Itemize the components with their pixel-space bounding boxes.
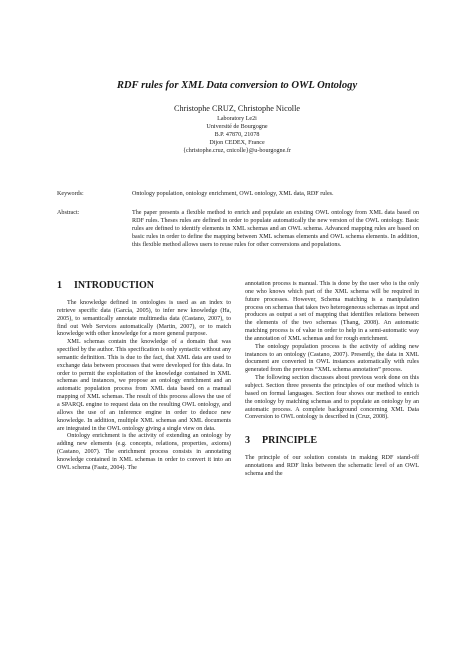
- affiliation-email: {christophe.cruz, cnicolle}@u-bourgogne.fr: [183, 147, 291, 154]
- section-number: 1: [57, 280, 62, 291]
- paper-title: RDF rules for XML Data conversion to OWL Ontology: [116, 80, 358, 91]
- paper-authors: Christophe CRUZ, Christophe Nicolle: [174, 104, 300, 113]
- affiliation-line: Laboratory Le2i: [217, 116, 257, 122]
- body-paragraph: The knowledge defined in ontologies is used as an index to retrieve specific data (García, 2005), to infer new knowledge (Ha, 2005), to semantically annotate multimedia data (Castano, 2007), to find out Web Services automatically (Martin, 2007), or to match knowledge with other knowledge for a more general purpose.: [57, 300, 231, 338]
- body-paragraph: Ontology enrichment is the activity of extending an ontology by adding new elements (e.g. concepts, relations, properties, axioms) (Castano, 2007). The enrichment process consists in annotating knowledge contained in XML schemas in order to convert it into an OWL schema (Faatz, 2004). The: [57, 433, 231, 471]
- section-heading-principle: [245, 435, 419, 447]
- body-paragraph: The following section discusses about previous work done on this subject. Section three presents the principles of our method which is based on formal languages. Section four shows our method to enrich the ontology by matching schemas and to populate an ontology by an automatic process. A complete background concerning XML Data Conversion to OWL ontology is described in (Cruz, 2008).: [245, 375, 419, 421]
- section-number: 3: [245, 435, 250, 447]
- section-heading-introduction: [57, 280, 231, 292]
- keywords-label: Keywords:: [57, 191, 84, 197]
- left-column: [57, 280, 231, 473]
- section-title: PRINCIPLE: [262, 435, 318, 447]
- right-column: [245, 281, 419, 479]
- body-paragraph: The principle of our solution consists in making RDF stand-off annotations and RDF links between the schematic level of an OWL schema and the: [245, 455, 419, 477]
- abstract-label: Abstract:: [57, 210, 80, 216]
- body-paragraph: annotation process is manual. This is done by the user who is the only one who knows which part of the XML schema will be required in future processes. However, Schema matching is a manipulation process on schemas that takes two heterogeneous schemas as input and produces as output a set of mapping that identifies relations between the elements of the two schemas (Thang, 2008). An automatic matching process is of value in order to help in a semi-automatic way the annotation of XML schemas and for rough enrichment.: [245, 281, 419, 342]
- affiliation-line: B.P. 47870, 21078: [214, 131, 260, 138]
- keywords-text: Ontology population, ontology enrichment, OWL ontology, XML data, RDF rules.: [132, 191, 334, 197]
- section-title: INTRODUCTION: [74, 280, 155, 291]
- body-paragraph: XML schemas contain the knowledge of a domain that was specified by the author. This specification is only syntactic without any semantic definition. This is due to the fact, that XML data are used to exchange data between processes that were developed for this data. In order to permit the exploitation of the knowledge contained in XML schemas and instances, we propose an ontology enrichment and an automatic population process from XML data based on a manual mapping of XML schemas. The result of this process allows the use of a SPARQL engine to request data on the resulting OWL ontology, and allows the use of an inference engine in order to deduce new knowledge. In addition, multiple XML schemas and XML documents are integrated in the OWL ontology giving a single view on data.: [57, 339, 231, 432]
- affiliation-line: Dijon CEDEX, France: [209, 139, 265, 146]
- abstract-text: The paper presents a flexible method to enrich and populate an existing OWL ontology from XML data based on RDF rules. Theses rules are defined in order to populate automatically the new version of the OWL ontology. Basic rules are defined to identify elements in XML schemas and an OWL schema. Advanced mapping rules are based on basic rules in order to define the mapping between XML schemas elements and OWL schema elements. In addition, this flexible method allows users to reuse rules for other conversions and populations.: [132, 210, 419, 248]
- body-paragraph: The ontology population process is the activity of adding new instances to an ontology (Castano, 2007). Presently, the data in XML document are converted in OWL instances automatically with rules generated from the previous “XML schema annotation” process.: [245, 343, 419, 374]
- affiliation-block: [0, 116, 474, 156]
- affiliation-line: Université de Bourgogne: [206, 123, 268, 130]
